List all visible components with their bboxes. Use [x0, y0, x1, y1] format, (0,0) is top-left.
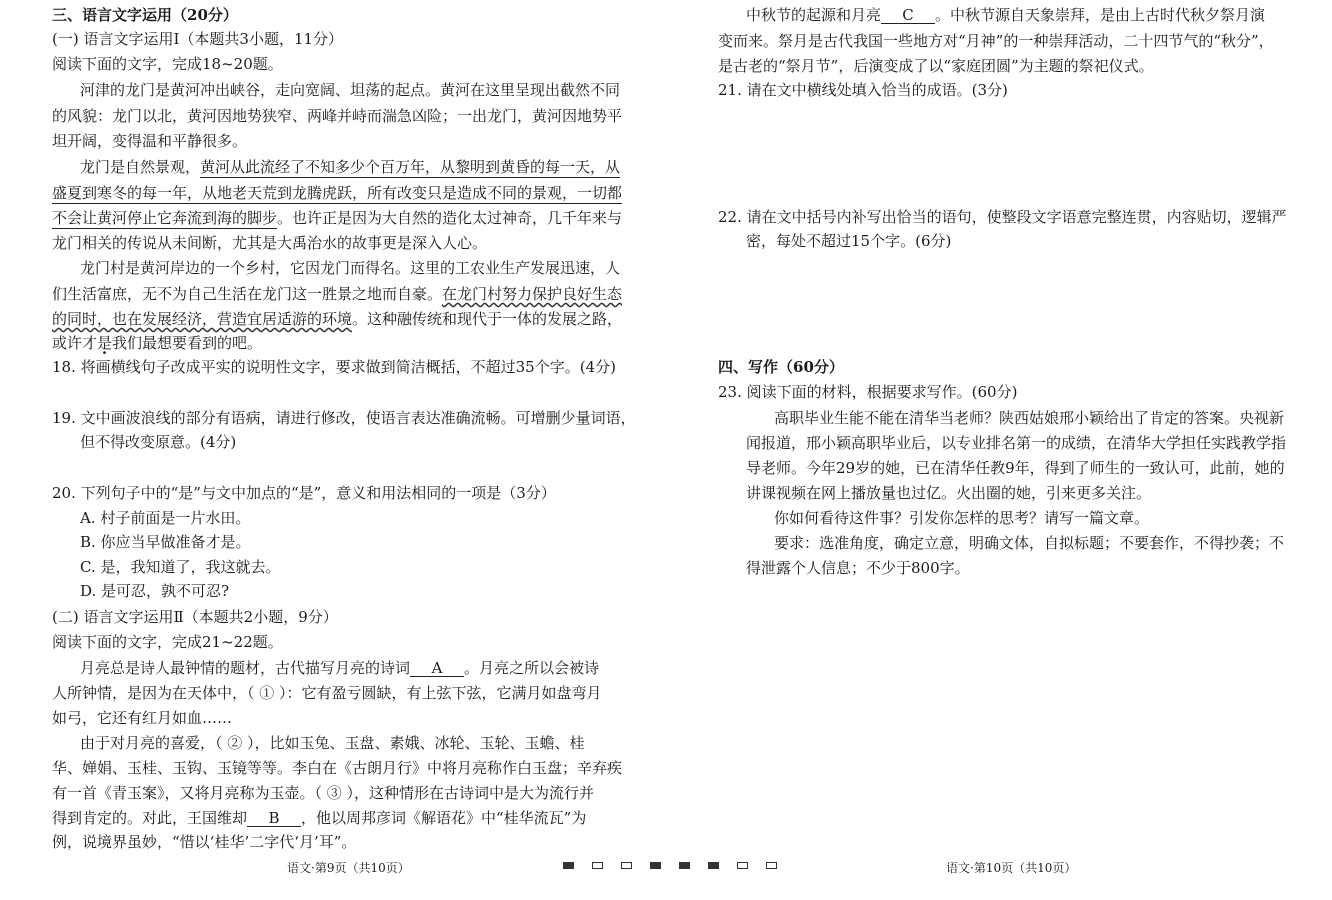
registration-mark — [766, 862, 777, 869]
midautumn-text: 。中秋节源自天象崇拜，是由上古时代秋夕祭月演 — [935, 6, 1266, 24]
registration-mark — [679, 862, 690, 869]
section4-title: 四、写作（60分） — [718, 358, 844, 376]
part1-title: (一) 语言文字运用Ⅰ（本题共3小题，11分） — [52, 30, 344, 48]
page-footer-right: 语文·第10页（共10页） — [946, 861, 1077, 875]
passage2-text: 龙门是自然景观， — [80, 158, 201, 176]
blank-b: B — [247, 810, 301, 827]
moon-passage-line: 如弓，它还有红月如血…… — [52, 709, 233, 727]
writing-requirements: 要求：选准角度，确定立意，明确文体，自拟标题；不要套作，不得抄袭；不 — [774, 534, 1285, 552]
midautumn-line: 变而来。祭月是古代我国一些地方对“月神”的一种崇拜活动，二十四节气的“秋分”， — [718, 32, 1274, 50]
dotted-char: 是 — [97, 334, 113, 352]
writing-material-line: 高职毕业生能不能在清华当老师？陕西姑娘邢小颖给出了肯定的答案。央视新 — [774, 409, 1285, 427]
passage3-line — [52, 284, 622, 304]
midautumn-line: 是古老的“祭月节”，后演变成了以“家庭团圆”为主题的祭祀仪式。 — [718, 57, 1154, 75]
registration-mark — [708, 862, 719, 869]
moon-passage-line — [52, 808, 586, 828]
registration-mark — [650, 862, 661, 869]
writing-requirements-cont: 得泄露个人信息；不少于800字。 — [746, 559, 970, 577]
midautumn-line — [746, 5, 1265, 25]
option-a: A. 村子前面是一片水田。 — [80, 509, 251, 527]
moon-text: ，他以周邦彦词《解语花》中“桂华流瓦”为 — [301, 809, 587, 827]
passage1-line: 坦开阔，变得温和平静很多。 — [52, 132, 248, 150]
question-19-cont: 但不得改变原意。(4分) — [80, 433, 237, 451]
wavy-sentence: 在龙门村努力保护良好生态 — [442, 285, 623, 303]
passage2-line — [52, 208, 622, 228]
question-23: 23. 阅读下面的材料，根据要求写作。(60分) — [718, 383, 1018, 401]
passage1-line: 河津的龙门是黄河冲出峡谷，走向宽阔、坦荡的起点。黄河在这里呈现出截然不同 — [80, 81, 621, 99]
moon-passage-line — [80, 658, 599, 678]
passage1-line: 的风貌：龙门以北，黄河因地势狭窄、两峰并峙而湍急凶险；一出龙门，黄河因地势平 — [52, 107, 623, 125]
option-d: D. 是可忍，孰不可忍? — [80, 582, 230, 600]
writing-prompt: 你如何看待这件事？引发你怎样的思考？请写一篇文章。 — [774, 509, 1150, 527]
moon-passage-line: 例，说境界虽妙，“惜以‘桂华’二字代‘月’耳”。 — [52, 833, 357, 851]
moon-passage-line: 有一首《青玉案》，又将月亮称为玉壶。（ ③ ），这种情形在古诗词中是大为流行并 — [52, 784, 595, 802]
midautumn-text: 中秋节的起源和月亮 — [746, 6, 882, 24]
option-b: B. 你应当早做准备才是。 — [80, 533, 251, 551]
passage3-text: 们生活富庶，无不为自己生活在龙门这一胜景之地而自豪。 — [52, 285, 443, 303]
writing-material-line: 导老师。今年29岁的她，已在清华任教9年，得到了师生的一致认可，此前，她的 — [746, 459, 1285, 477]
blank-a: A — [410, 660, 464, 677]
passage3-text: 我们最想要看到的吧。 — [112, 334, 263, 352]
option-c: C. 是，我知道了，我这就去。 — [80, 558, 281, 576]
part1-instruction: 阅读下面的文字，完成18~20题。 — [52, 55, 283, 73]
moon-passage-line: 由于对月亮的喜爱，（ ② ），比如玉兔、玉盘、素娥、冰轮、玉轮、玉蟾、桂 — [80, 734, 585, 752]
passage2-text: 。也许正是因为大自然的造化太过神奇，几千年来与 — [277, 209, 623, 227]
moon-text: 。月亮之所以会被诗 — [464, 659, 600, 677]
underlined-sentence: 黄河从此流经了不知多少个百万年，从黎明到黄昏的每一天，从 — [200, 158, 621, 176]
passage3-line — [52, 309, 622, 329]
page-footer-left: 语文·第9页（共10页） — [287, 861, 410, 875]
passage3-text: 或许才 — [52, 334, 98, 352]
registration-mark — [563, 862, 574, 869]
question-21: 21. 请在文中横线处填入恰当的成语。(3分) — [718, 81, 1008, 99]
blank-c: C — [881, 7, 935, 24]
writing-material-line: 闻报道，邢小颖高职毕业后，以专业排名第一的成绩，在清华大学担任实践教学指 — [746, 434, 1287, 452]
registration-mark — [737, 862, 748, 869]
part2-instruction: 阅读下面的文字，完成21~22题。 — [52, 633, 283, 651]
passage2-line — [52, 183, 622, 203]
registration-mark — [621, 862, 632, 869]
passage3-line: 龙门村是黄河岸边的一个乡村，它因龙门而得名。这里的工农业生产发展迅速，人 — [80, 259, 621, 277]
passage2-line: 龙门相关的传说从未间断，尤其是大禹治水的故事更是深入人心。 — [52, 234, 488, 252]
underlined-sentence: 不会让黄河停止它奔流到海的脚步 — [52, 209, 278, 227]
moon-passage-line: 人所钟情，是因为在天体中，（ ① ）：它有盈亏圆缺，有上弦下弦，它满月如盘弯月 — [52, 684, 602, 702]
writing-material-line: 讲课视频在网上播放量也过亿。火出圈的她，引来更多关注。 — [746, 484, 1152, 502]
moon-text: 月亮总是诗人最钟情的题材，古代描写月亮的诗词 — [80, 659, 411, 677]
passage3-text: 。这种融传统和现代于一体的发展之路， — [352, 310, 623, 328]
moon-text: 得到肯定的。对此，王国维却 — [52, 809, 248, 827]
question-18: 18. 将画横线句子改成平实的说明性文字，要求做到简洁概括，不超过35个字。(4分) — [52, 358, 616, 376]
wavy-sentence: 的同时，也在发展经济，营造宜居适游的环境 — [52, 310, 353, 328]
question-20: 20. 下列句子中的“是”与文中加点的“是”，意义和用法相同的一项是（3分） — [52, 484, 556, 502]
passage2-line — [80, 157, 620, 177]
part2-title: (二) 语言文字运用Ⅱ（本题共2小题，9分） — [52, 608, 338, 626]
question-22: 22. 请在文中括号内补写出恰当的语句，使整段文字语意完整连贯，内容贴切，逻辑严 — [718, 208, 1287, 226]
moon-passage-line: 华、婵娟、玉桂、玉钩、玉镜等等。李白在《古朗月行》中将月亮称作白玉盘；辛弃疾 — [52, 759, 623, 777]
registration-mark — [592, 862, 603, 869]
question-22-cont: 密，每处不超过15个字。(6分) — [746, 232, 952, 250]
underlined-sentence: 盛夏到寒冬的每一年，从地老天荒到龙腾虎跃，所有改变只是造成不同的景观，一切都 — [52, 184, 623, 202]
passage3-line — [52, 333, 262, 353]
question-19: 19. 文中画波浪线的部分有语病，请进行修改，使语言表达准确流畅。可增删少量词语， — [52, 409, 636, 427]
registration-marks — [563, 862, 777, 869]
section3-title: 三、语言文字运用（20分） — [52, 6, 238, 24]
